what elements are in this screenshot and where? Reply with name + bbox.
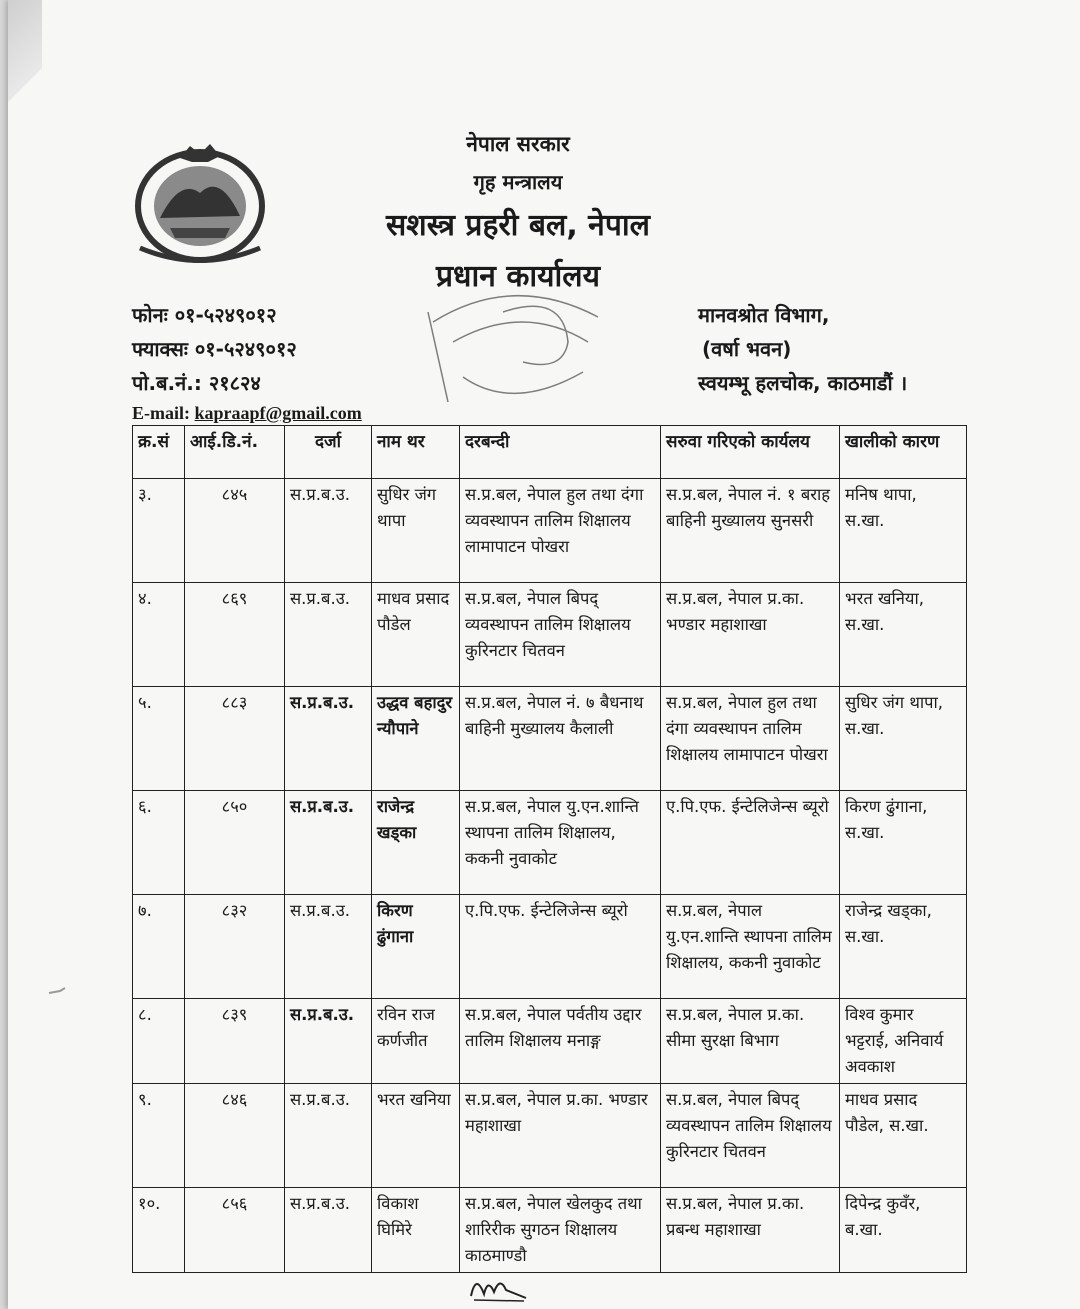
cell-post: स.प्र.बल, नेपाल नं. ७ बैधनाथ बाहिनी मुख्यालय कैलाली: [460, 687, 661, 791]
cell-reason: सुधिर जंग थापा, स.खा.: [840, 687, 967, 791]
department-name: मानवश्रोत विभाग,: [698, 303, 830, 327]
cell-name: किरण ढुंगाना: [372, 895, 460, 999]
cell-transfer: स.प्र.बल, नेपाल प्र.का. प्रबन्ध महाशाखा: [661, 1188, 840, 1273]
cell-name: राजेन्द्र खड्का: [372, 791, 460, 895]
cell-post: स.प्र.बल, नेपाल यु.एन.शान्ति स्थापना तालिम शिक्षालय, ककनी नुवाकोट: [460, 791, 661, 895]
cell-name: रविन राज कर्णजीत: [372, 999, 460, 1084]
cell-rank: स.प्र.ब.उ.: [285, 895, 372, 999]
document-page: [8, 0, 1080, 1309]
cell-post: ए.पि.एफ. ईन्टेलिजेन्स ब्यूरो: [460, 895, 661, 999]
nepal-emblem-logo: [130, 138, 270, 266]
cell-id: ८३९: [185, 999, 285, 1084]
cell-sn: ९.: [133, 1084, 185, 1188]
cell-id: ८४५: [185, 479, 285, 583]
cell-transfer: ए.पि.एफ. ईन्टेलिजेन्स ब्यूरो: [661, 791, 840, 895]
cell-post: स.प्र.बल, नेपाल प्र.का. भण्डार महाशाखा: [460, 1084, 661, 1188]
email-label: E-mail:: [132, 403, 190, 423]
cell-sn: ८.: [133, 999, 185, 1084]
cell-sn: ७.: [133, 895, 185, 999]
department-address: [698, 298, 907, 400]
cell-id: ८४६: [185, 1084, 285, 1188]
letterhead: [348, 126, 688, 295]
cell-id: ८५०: [185, 791, 285, 895]
cell-rank: स.प्र.ब.उ.: [285, 479, 372, 583]
cell-transfer: स.प्र.बल, नेपाल बिपद् व्यवस्थापन तालिम शिक्षालय कुरिनटार चितवन: [661, 1084, 840, 1188]
table-row: [133, 999, 967, 1084]
cell-transfer: स.प्र.बल, नेपाल प्र.का. भण्डार महाशाखा: [661, 583, 840, 687]
email-row: [132, 402, 362, 424]
cell-post: स.प्र.बल, नेपाल हुल तथा दंगा व्यवस्थापन तालिम शिक्षालय लामापाटन पोखरा: [460, 479, 661, 583]
cell-name: विकाश घिमिरे: [372, 1188, 460, 1273]
cell-post: स.प्र.बल, नेपाल खेलकुद तथा शारिरीक सुगठन शिक्षालय काठमाण्डौ: [460, 1188, 661, 1273]
cell-name: माधव प्रसाद पौडेल: [372, 583, 460, 687]
pin-mark: [48, 982, 66, 992]
ministry-name: गृह मन्त्रालय: [473, 170, 563, 194]
cell-name: सुधिर जंग थापा: [372, 479, 460, 583]
cell-transfer: स.प्र.बल, नेपाल यु.एन.शान्ति स्थापना तालिम शिक्षालय, ककनी नुवाकोट: [661, 895, 840, 999]
table-row: [133, 583, 967, 687]
fax-number: फ्याक्सः ०१-५२४९०१२: [132, 337, 297, 361]
office-name: प्रधान कार्यालय: [435, 259, 601, 294]
phone-number: फोनः ०१-५२४९०१२: [132, 303, 277, 327]
cell-reason: भरत खनिया, स.खा.: [840, 583, 967, 687]
contact-details: [132, 298, 362, 424]
table-row: [133, 895, 967, 999]
cell-id: ८६९: [185, 583, 285, 687]
cell-sn: १०.: [133, 1188, 185, 1273]
cell-rank: स.प्र.ब.उ.: [285, 1188, 372, 1273]
cell-sn: ५.: [133, 687, 185, 791]
cell-id: ८५६: [185, 1188, 285, 1273]
office-stamp: [413, 282, 613, 422]
cell-reason: माधव प्रसाद पौडेल, स.खा.: [840, 1084, 967, 1188]
table-row: [133, 1084, 967, 1188]
cell-name: उद्धव बहादुर न्यौपाने: [372, 687, 460, 791]
table-row: [133, 791, 967, 895]
cell-transfer: स.प्र.बल, नेपाल प्र.का. सीमा सुरक्षा बिभाग: [661, 999, 840, 1084]
cell-post: स.प्र.बल, नेपाल बिपद् व्यवस्थापन तालिम शिक्षालय कुरिनटार चितवन: [460, 583, 661, 687]
cell-reason: विश्व कुमार भट्टराई, अनिवार्य अवकाश: [840, 999, 967, 1084]
col-header-name: नाम थर: [372, 426, 460, 479]
cell-rank: स.प्र.ब.उ.: [285, 687, 372, 791]
cell-rank: स.प्र.ब.उ.: [285, 1084, 372, 1188]
cell-reason: मनिष थापा, स.खा.: [840, 479, 967, 583]
table-row: [133, 479, 967, 583]
cell-id: ८८३: [185, 687, 285, 791]
page-fold-edge: [8, 0, 42, 135]
cell-sn: ४.: [133, 583, 185, 687]
table-header-row: [133, 426, 967, 479]
cell-reason: दिपेन्द्र कुवँर, ब.खा.: [840, 1188, 967, 1273]
cell-id: ८३२: [185, 895, 285, 999]
cell-sn: ६.: [133, 791, 185, 895]
cell-sn: ३.: [133, 479, 185, 583]
cell-transfer: स.प्र.बल, नेपाल हुल तथा दंगा व्यवस्थापन तालिम शिक्षालय लामापाटन पोखरा: [661, 687, 840, 791]
table-row: [133, 1188, 967, 1273]
transfer-table: [132, 425, 967, 1273]
building-name: (वर्षा भवन): [702, 337, 792, 361]
col-header-id: आई.डि.नं.: [185, 426, 285, 479]
col-header-sn: क्र.सं: [133, 426, 185, 479]
signature: [466, 1268, 536, 1304]
po-box: पो.ब.नं.: २१८२४: [132, 371, 261, 395]
cell-reason: किरण ढुंगाना, स.खा.: [840, 791, 967, 895]
email-link[interactable]: kapraapf@gmail.com: [194, 403, 362, 423]
cell-rank: स.प्र.ब.उ.: [285, 583, 372, 687]
office-address: स्वयम्भू हलचोक, काठमाडौं ।: [698, 371, 908, 395]
col-header-transfer-office: सरुवा गरिएको कार्यलय: [661, 426, 840, 479]
col-header-post: दरबन्दी: [460, 426, 661, 479]
cell-post: स.प्र.बल, नेपाल पर्वतीय उद्दार तालिम शिक्षालय मनाङ्ग: [460, 999, 661, 1084]
cell-rank: स.प्र.ब.उ.: [285, 999, 372, 1084]
table-row: [133, 687, 967, 791]
cell-reason: राजेन्द्र खड्का, स.खा.: [840, 895, 967, 999]
col-header-rank: दर्जा: [285, 426, 372, 479]
cell-transfer: स.प्र.बल, नेपाल नं. १ बराह बाहिनी मुख्यालय सुनसरी: [661, 479, 840, 583]
cell-rank: स.प्र.ब.उ.: [285, 791, 372, 895]
col-header-vacancy-reason: खालीको कारण: [840, 426, 967, 479]
cell-name: भरत खनिया: [372, 1084, 460, 1188]
government-name: नेपाल सरकार: [466, 132, 570, 156]
organization-name: सशस्त्र प्रहरी बल, नेपाल: [386, 208, 650, 243]
